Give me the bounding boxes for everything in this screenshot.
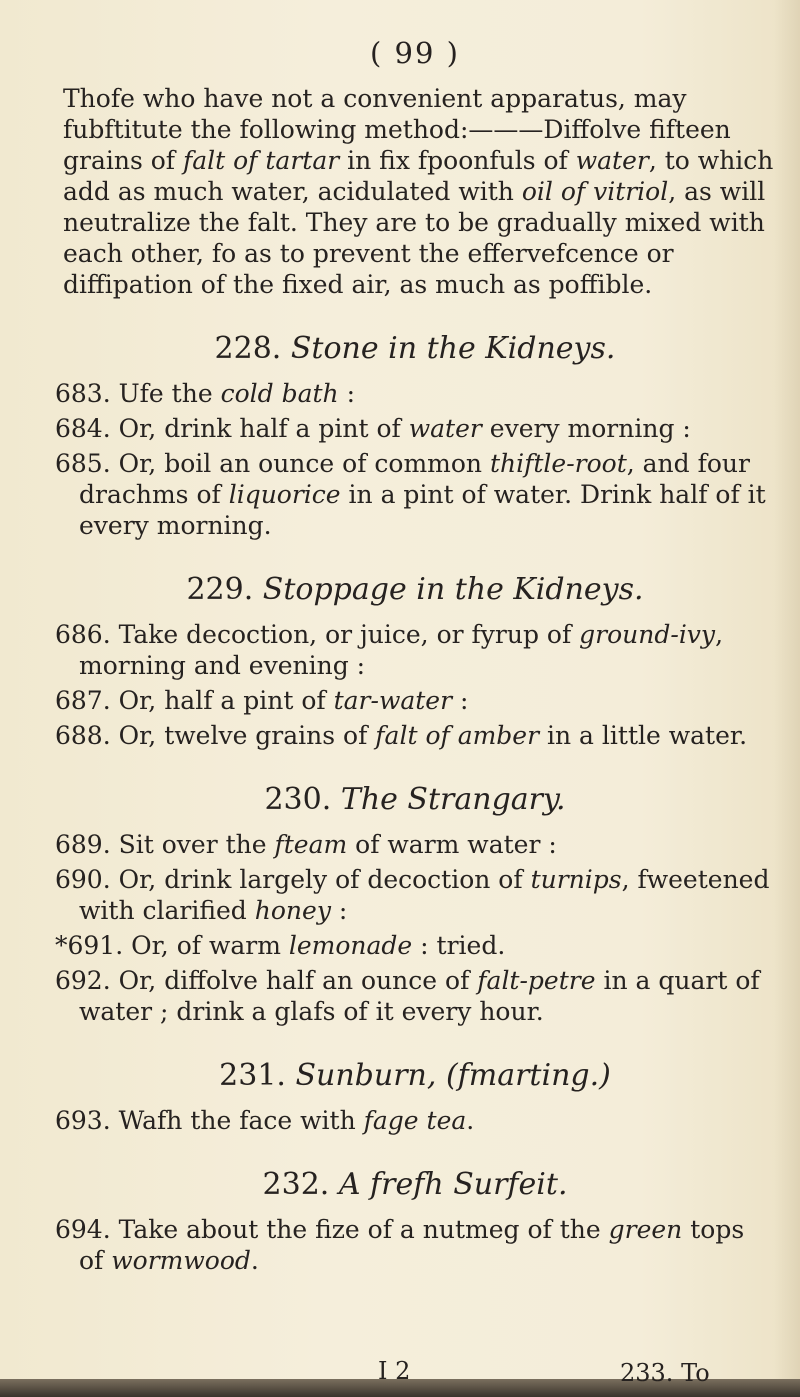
entry-italic: water xyxy=(408,414,482,443)
entry-italic: turnips xyxy=(530,865,622,894)
section-heading xyxy=(55,574,775,605)
remedy-entry xyxy=(55,829,775,860)
entry-text: , morning and evening : xyxy=(79,620,724,680)
entry-text: : xyxy=(452,686,469,715)
entry-text: , fweetened with clarified xyxy=(79,865,770,925)
entry-text: 683. Ufe the xyxy=(55,379,221,408)
entry-text: 685. Or, boil an ounce of common xyxy=(55,449,490,478)
entry-text: 694. Take about the fize of a nutmeg of the xyxy=(55,1215,609,1244)
entry-text: 687. Or, half a pint of xyxy=(55,686,334,715)
entry-italic: honey xyxy=(254,896,331,925)
entry-italic: lemonade xyxy=(288,931,413,960)
signature-mark: I 2 xyxy=(378,1357,411,1385)
entry-text: of warm water : xyxy=(347,830,557,859)
entry-italic: falt-petre xyxy=(477,966,596,995)
entry-text: tops of xyxy=(79,1215,745,1275)
catchword: 233. To xyxy=(620,1359,710,1387)
entry-text: 689. Sit over the xyxy=(55,830,275,859)
section-number: 228. xyxy=(214,331,282,366)
page-edge-shadow xyxy=(774,0,800,1397)
intro-text: in fix fpoonfuls of xyxy=(339,146,576,175)
entry-text: 690. Or, drink largely of decoction of xyxy=(55,865,531,894)
entry-text: 693. Wafh the face with xyxy=(55,1106,364,1135)
intro-italic: oil of vitriol xyxy=(521,177,669,206)
entry-text: , and four drachms of xyxy=(79,449,750,509)
remedy-entry xyxy=(55,930,775,961)
section-heading xyxy=(55,1060,775,1091)
entry-text: every morning : xyxy=(481,414,691,443)
remedy-entry xyxy=(55,720,775,751)
entry-italic: falt of amber xyxy=(375,721,540,750)
remedy-entry xyxy=(55,965,775,1027)
entry-text: 684. Or, drink half a pint of xyxy=(55,414,409,443)
entry-italic: ground-ivy xyxy=(579,620,716,649)
section-title: Stoppage in the Kidneys. xyxy=(262,572,644,607)
section-heading xyxy=(55,1169,775,1200)
remedy-entry xyxy=(55,864,775,926)
entry-italic: tar-water xyxy=(333,686,453,715)
entry-text: : tried. xyxy=(412,931,506,960)
remedy-entry xyxy=(55,413,775,444)
entry-italic: green xyxy=(608,1215,683,1244)
entry-italic: liquorice xyxy=(228,480,341,509)
entry-text: . xyxy=(466,1106,475,1135)
entry-text: : xyxy=(330,896,348,925)
entry-italic: cold bath xyxy=(220,379,339,408)
intro-italic: water xyxy=(575,146,649,175)
entry-text: in a little water. xyxy=(539,721,748,750)
section-number: 232. xyxy=(262,1167,330,1202)
entry-text: : xyxy=(338,379,356,408)
entry-italic: fage tea xyxy=(363,1106,467,1135)
remedy-entry xyxy=(55,448,775,541)
entry-text: *691. Or, of warm xyxy=(55,931,289,960)
entry-italic: thiftle-root xyxy=(489,449,627,478)
entry-text: 686. Take decoction, or juice, or fyrup of xyxy=(55,620,580,649)
remedy-entry xyxy=(55,1214,775,1276)
entry-italic: fteam xyxy=(274,830,348,859)
entry-text: 692. Or, diffolve half an ounce of xyxy=(55,966,478,995)
entry-text: in a quart of water ; drink a glafs of it every hour. xyxy=(79,966,760,1026)
intro-paragraph xyxy=(55,83,775,300)
remedy-entry xyxy=(55,685,775,716)
section-number: 231. xyxy=(219,1058,286,1093)
entry-text: in a pint of water. Drink half of it every morning. xyxy=(79,480,766,540)
entry-text: . xyxy=(250,1246,259,1275)
intro-text: Thofe who have not a convenient apparatus, may fubftitute the following method:———Diffolve fifteen grains of xyxy=(63,84,731,175)
page-footer xyxy=(0,1357,800,1387)
intro-text: , as will neutralize the falt. They are to be gradually mixed with each other, fo as to prevent the effervefcence or diffipation of the fixed air, as much as poffible. xyxy=(63,177,766,299)
section-number: 229. xyxy=(186,572,254,607)
remedy-entry xyxy=(55,378,775,409)
section-title: The Strangary. xyxy=(340,782,566,817)
section-heading xyxy=(55,784,775,815)
intro-text: , to which add as much water, acidulated with xyxy=(63,146,774,206)
section-heading xyxy=(55,333,775,364)
section-title: A frefh Surfeit. xyxy=(338,1167,568,1202)
page-content xyxy=(55,38,775,1276)
remedy-entry xyxy=(55,1105,775,1136)
page-number: ( 99 ) xyxy=(370,36,460,70)
entry-text: 688. Or, twelve grains of xyxy=(55,721,376,750)
intro-italic: falt of tartar xyxy=(182,146,340,175)
remedy-entry xyxy=(55,619,775,681)
section-number: 230. xyxy=(264,782,332,817)
section-title: Sunburn, (fmarting.) xyxy=(295,1058,611,1093)
entry-italic: wormwood xyxy=(111,1246,251,1275)
section-title: Stone in the Kidneys. xyxy=(290,331,616,366)
